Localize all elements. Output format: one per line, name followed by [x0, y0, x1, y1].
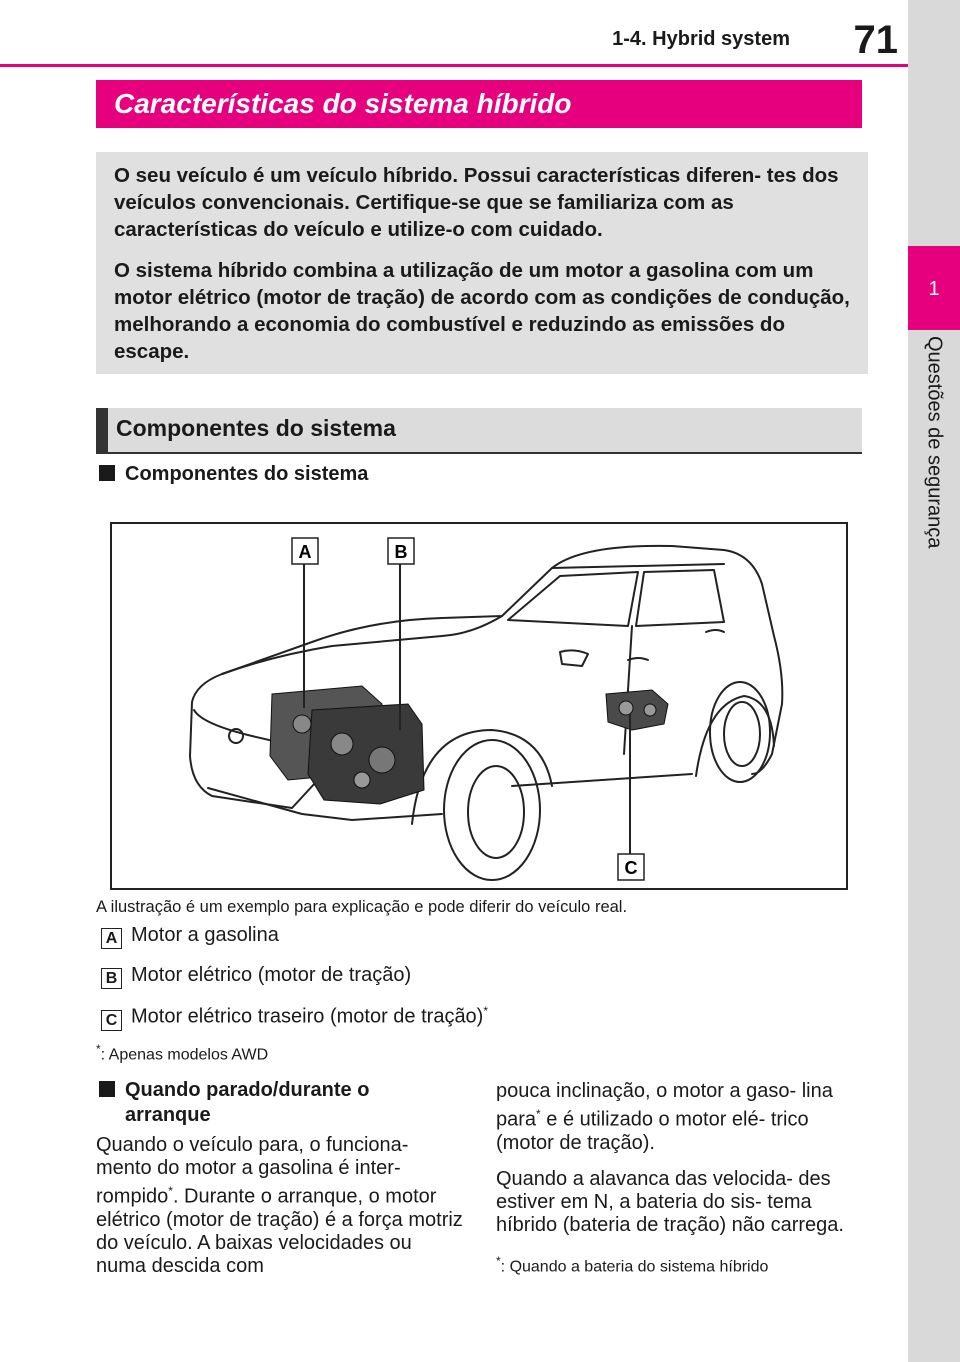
legend-item-a [101, 924, 279, 949]
intro-paragraph-1: O seu veículo é um veículo híbrido. Possui características diferen- tes dos veículos convencionais. Certifique-se que se familiariza com as características do veículo e utilize-o com cuidado. [114, 164, 839, 241]
left-paragraph [96, 1134, 466, 1278]
chapter-title: Questões de segurança [923, 336, 946, 549]
legend-text-a: Motor a gasolina [131, 924, 279, 946]
section-heading-text: Características do sistema híbrido [114, 88, 572, 119]
car-rear-window [636, 570, 724, 626]
chapter-tab[interactable] [908, 246, 960, 330]
right-paragraph-1 [496, 1080, 868, 1155]
legend-key-b: B [101, 968, 122, 989]
intro-paragraph-2: O sistema híbrido combina a utilização de um motor a gasolina com um motor elétrico (motor de tração) de acordo com as condições de condução, melhorando a economia do combustível e reduzindo as emissões do escape. [114, 259, 850, 363]
vehicle-illustration [110, 522, 848, 890]
chapter-sidebar [908, 0, 960, 1362]
diagram-label-b: B [394, 542, 408, 562]
legend-footnote-mark: * [483, 1004, 489, 1018]
square-bullet-icon [99, 1081, 115, 1097]
left-paragraph-part2: . Durante o arranque, o motor elétrico (motor de tração) é a força motriz do veículo. A baixas velocidades ou numa descida com [96, 1185, 463, 1277]
side-mirror [560, 650, 588, 666]
right-footnote [496, 1250, 868, 1278]
car-hood [222, 616, 502, 674]
legend-text-c: Motor elétrico traseiro (motor de tração) [131, 1005, 484, 1028]
legend-item-c [101, 1004, 488, 1031]
right-column-text [496, 1080, 868, 1278]
square-bullet-icon [99, 465, 115, 481]
stopped-heading-line1: Quando parado/durante o [125, 1079, 370, 1101]
left-paragraph-mark: * [168, 1184, 173, 1198]
right-paragraph-1-part2: e é utilizado o motor elé- trico (motor de tração). [496, 1108, 809, 1154]
page-number: 71 [853, 18, 898, 62]
chapter-number: 1 [928, 278, 940, 300]
intro-box [96, 152, 868, 374]
legend-item-b [101, 964, 411, 989]
stopped-heading [99, 1078, 469, 1128]
left-paragraph-part1: Quando o veículo para, o funciona- mento do motor a gasolina é inter- rompido [96, 1134, 409, 1208]
front-wheel-arch [412, 730, 552, 824]
subsection-heading-text: Componentes do sistema [116, 415, 396, 441]
door-handle [628, 658, 648, 660]
right-paragraph-1-mark: * [536, 1107, 541, 1121]
section-label: 1-4. Hybrid system [612, 28, 790, 50]
right-footnote-text: : Quando a bateria do sistema híbrido [500, 1257, 769, 1275]
rear-motor [606, 690, 668, 730]
right-paragraph-2: Quando a alavanca das velocida- des estiver em N, a bateria do sis- tema híbrido (bateria de tração) não carrega. [496, 1167, 844, 1236]
section-heading [96, 80, 862, 128]
car-front-window [508, 572, 638, 626]
car-roof [552, 564, 724, 568]
car-sill [512, 774, 692, 786]
legend-key-a: A [101, 928, 122, 949]
footnote-awd [96, 1042, 268, 1064]
subsection-heading [96, 408, 862, 454]
stopped-heading-line2: arranque [125, 1104, 211, 1126]
chapter-title-vertical [897, 336, 960, 584]
footnote-mark: * [96, 1042, 101, 1056]
header-divider [0, 64, 908, 67]
legend-key-c: C [101, 1010, 122, 1031]
components-subheading-text: Componentes do sistema [125, 463, 369, 485]
components-subheading [99, 463, 368, 486]
footnote-text: : Apenas modelos AWD [100, 1046, 269, 1064]
vehicle-drawing [112, 524, 846, 888]
diagram-label-c: C [624, 858, 638, 878]
illustration-caption: A ilustração é um exemplo para explicação e pode diferir do veículo real. [96, 898, 628, 916]
right-footnote-mark: * [496, 1253, 501, 1268]
legend-text-b: Motor elétrico (motor de tração) [131, 964, 412, 986]
diagram-label-a: A [298, 542, 312, 562]
left-column-text [96, 1134, 466, 1291]
right-paragraph-1-part1: pouca inclinação, o motor a gaso- lina para [496, 1080, 833, 1131]
